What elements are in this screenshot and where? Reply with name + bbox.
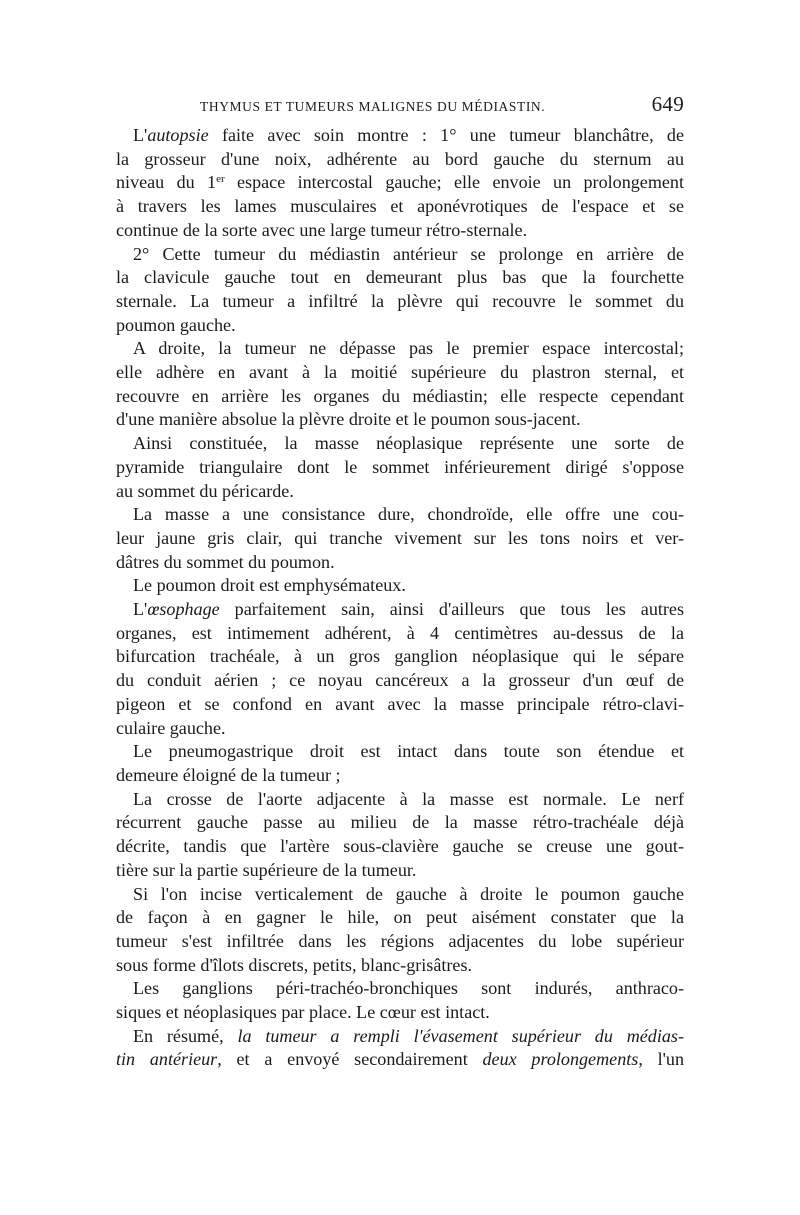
italic-text: la tumeur a rempli l'évasement supérieur du médias- <box>237 1025 684 1046</box>
text-span: demeure éloigné de la tumeur ; <box>116 764 341 785</box>
text-span: En résumé, <box>133 1025 238 1046</box>
text-span: L' <box>133 599 148 620</box>
text-span: la grosseur d'une noix, adhérente au bord gauche du sternum au <box>116 148 684 169</box>
text-line <box>116 954 684 978</box>
text-span: tumeur s'est infiltrée dans les régions adjacentes du lobe supérieur <box>116 930 684 951</box>
text-span: La crosse de l'aorte adjacente à la masse est normale. Le nerf <box>133 788 684 809</box>
text-span: pyramide triangulaire dont le sommet inférieurement dirigé s'oppose <box>116 456 684 477</box>
text-span: Le pneumogastrique droit est intact dans toute son étendue et <box>133 741 684 762</box>
text-span: culaire gauche. <box>116 717 226 738</box>
text-span: décrite, tandis que l'artère sous-clavière gauche se creuse une gout- <box>116 836 684 857</box>
running-title: THYMUS ET TUMEURS MALIGNES DU MÉDIASTIN. <box>200 99 546 114</box>
text-span: récurrent gauche passe au milieu de la masse rétro-trachéale déjà <box>116 812 684 833</box>
text-span: elle adhère en avant à la moitié supérieure du plastron sternal, et <box>116 362 684 383</box>
text-line <box>116 243 684 267</box>
text-span: espace intercostal gauche; elle envoie un prolongement <box>224 172 684 193</box>
page-header <box>116 92 684 122</box>
text-line <box>116 266 684 290</box>
text-line <box>116 859 684 883</box>
text-line <box>116 740 684 764</box>
text-span: bifurcation trachéale, à un gros ganglion néoplasique qui le sépare <box>116 646 684 667</box>
text-line <box>116 480 684 504</box>
text-span: siques et néoplasiques par place. Le cœur est intact. <box>116 1002 490 1023</box>
text-span: poumon gauche. <box>116 314 236 335</box>
text-line <box>116 645 684 669</box>
text-span: d'une manière absolue la plèvre droite et le poumon sous-jacent. <box>116 409 581 430</box>
text-line <box>116 788 684 812</box>
italic-text: œsophage <box>147 599 220 620</box>
text-span: Ainsi constituée, la masse néoplasique représente une sorte de <box>133 433 684 454</box>
text-span: au sommet du péricarde. <box>116 480 294 501</box>
text-line <box>116 906 684 930</box>
text-line <box>116 693 684 717</box>
text-line <box>116 361 684 385</box>
text-span: du conduit aérien ; ce noyau cancéreux a la grosseur d'un œuf de <box>116 670 684 691</box>
text-line <box>116 930 684 954</box>
text-line <box>116 574 684 598</box>
text-span: , et a envoyé secondairement <box>217 1049 483 1070</box>
body-text <box>116 124 684 1072</box>
text-span: sous forme d'îlots discrets, petits, blanc-grisâtres. <box>116 954 473 975</box>
text-span: Si l'on incise verticalement de gauche à droite le poumon gauche <box>133 883 684 904</box>
text-span: dâtres du sommet du poumon. <box>116 551 335 572</box>
text-line <box>116 385 684 409</box>
text-line <box>116 337 684 361</box>
text-span: de façon à en gagner le hile, on peut aisément constater que la <box>116 907 684 928</box>
text-line <box>116 1001 684 1025</box>
text-span: parfaitement sain, ainsi d'ailleurs que tous les autres <box>219 599 684 620</box>
text-line <box>116 432 684 456</box>
text-line <box>116 835 684 859</box>
text-span: continue de la sorte avec une large tumeur rétro-sternale. <box>116 219 528 240</box>
text-span: pigeon et se confond en avant avec la masse principale rétro-clavi- <box>116 693 684 714</box>
text-line <box>116 883 684 907</box>
text-span: la clavicule gauche tout en demeurant plus bas que la fourchette <box>116 267 684 288</box>
text-line <box>116 1025 684 1049</box>
text-line <box>116 1048 684 1072</box>
text-line <box>116 527 684 551</box>
italic-text: deux prolongements <box>482 1049 639 1070</box>
text-span: 2° Cette tumeur du médiastin antérieur se prolonge en arrière de <box>133 243 684 264</box>
text-line <box>116 148 684 172</box>
italic-text: autopsie <box>147 125 209 145</box>
text-span: sternale. La tumeur a infiltré la plèvre qui recouvre le sommet du <box>116 290 684 311</box>
text-span: niveau du 1 <box>116 172 217 193</box>
text-span: organes, est intimement adhérent, à 4 centimètres au-dessus de la <box>116 622 684 643</box>
text-line <box>116 811 684 835</box>
text-line <box>116 669 684 693</box>
text-line <box>116 764 684 788</box>
text-line <box>116 195 684 219</box>
text-span: leur jaune gris clair, qui tranche vivement sur les tons noirs et ver- <box>116 527 684 548</box>
text-line <box>116 456 684 480</box>
page-number: 649 <box>651 92 684 116</box>
text-line <box>116 171 684 195</box>
text-span: Le poumon droit est emphysémateux. <box>133 575 406 596</box>
text-span: tière sur la partie supérieure de la tumeur. <box>116 859 417 880</box>
text-span: La masse a une consistance dure, chondroïde, elle offre une cou- <box>133 504 684 525</box>
text-line <box>116 622 684 646</box>
text-line <box>116 314 684 338</box>
text-line <box>116 408 684 432</box>
text-span: à travers les lames musculaires et aponévrotiques de l'espace et se <box>116 196 684 217</box>
text-line <box>116 598 684 622</box>
text-span: A droite, la tumeur ne dépasse pas le premier espace intercostal; <box>133 338 684 359</box>
text-line <box>116 124 684 148</box>
text-span: , l'un <box>638 1049 684 1070</box>
text-line <box>116 717 684 741</box>
text-span: Les ganglions péri-trachéo-bronchiques sont indurés, anthraco- <box>133 978 684 999</box>
text-line <box>116 219 684 243</box>
text-line <box>116 551 684 575</box>
text-span: L' <box>133 125 148 145</box>
text-span: faite avec soin montre : 1° une tumeur blanchâtre, de <box>208 125 684 145</box>
text-line <box>116 977 684 1001</box>
italic-text: tin antérieur <box>116 1049 218 1070</box>
text-line <box>116 290 684 314</box>
text-line <box>116 503 684 527</box>
text-span: recouvre en arrière les organes du médiastin; elle respecte cependant <box>116 385 684 406</box>
superscript: er <box>216 173 225 186</box>
